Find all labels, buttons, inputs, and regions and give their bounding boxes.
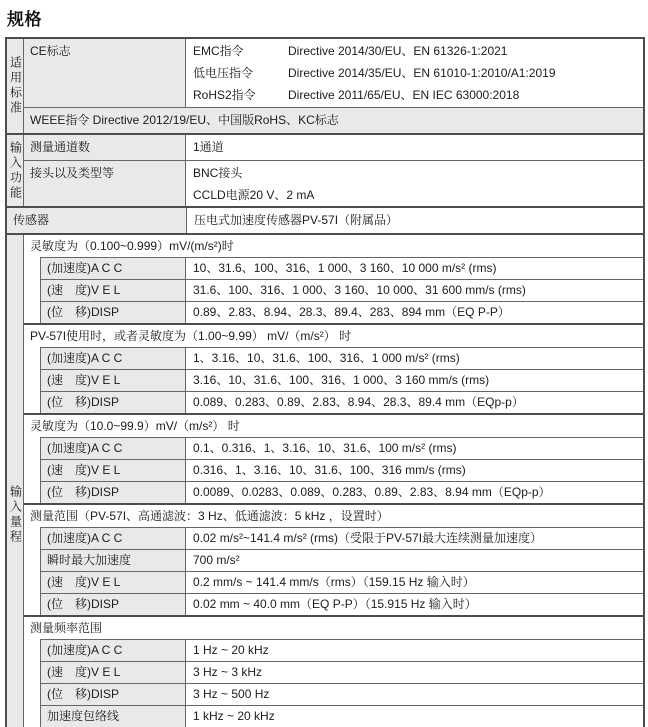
standards-group-label: 适用标准 (8, 56, 23, 116)
section-header: 灵敏度为（0.100~0.999）mV/(m/s²)时 (30, 239, 234, 253)
range-row-label: (加速度)A C C (40, 437, 186, 459)
row-indent (24, 571, 40, 593)
page (0, 5, 648, 727)
input-function-group-header (7, 135, 24, 206)
section-frequency-range (24, 615, 643, 727)
section-measurement-range (24, 503, 643, 615)
range-row-disp (24, 683, 643, 705)
range-row-value: 0.089、0.283、0.89、2.83、8.94、28.3、89.4 mm（EQp-p） (186, 391, 643, 413)
row-indent (24, 639, 40, 661)
sensor-row (7, 206, 643, 233)
range-row-value: 700 m/s² (186, 549, 643, 571)
range-row-acc (24, 257, 643, 279)
section-header: PV-57I使用时，或者灵敏度为（1.00~9.99） mV/（m/s²） 时 (30, 329, 352, 343)
section-header: 灵敏度为（10.0~99.9）mV/（m/s²） 时 (30, 419, 240, 433)
ce-mark-values (186, 39, 643, 107)
connector-value-line: BNC接头 (193, 166, 243, 180)
ce-directive-name: RoHS2指令 (193, 88, 256, 102)
range-row-disp (24, 301, 643, 323)
ce-mark-row (24, 39, 643, 107)
row-indent (24, 257, 40, 279)
ce-directive-text: Directive 2011/65/EU、EN IEC 63000:2018 (288, 88, 520, 102)
row-indent (24, 683, 40, 705)
section-sensitivity-low (24, 235, 643, 323)
range-row-value: 0.1、0.316、1、3.16、10、31.6、100 m/s² (rms) (186, 437, 643, 459)
range-row-acc (24, 639, 643, 661)
range-row-vel (24, 661, 643, 683)
group-input-range (7, 233, 643, 727)
ce-directive-row (193, 63, 643, 85)
range-row-vel (24, 369, 643, 391)
range-row-value: 3 Hz ~ 500 Hz (186, 683, 643, 705)
row-indent (24, 437, 40, 459)
connector-value-line: CCLD电源20 V、2 mA (193, 188, 315, 202)
row-indent (24, 301, 40, 323)
input-range-group-label: 输入量程 (8, 485, 23, 545)
range-row-label: (位 移)DISP (40, 593, 186, 615)
ce-directive-name: 低电压指令 (193, 66, 254, 80)
section-header: 测量频率范围 (30, 621, 103, 635)
ce-directive-text: Directive 2014/35/EU、EN 61010-1:2010/A1:2019 (288, 66, 556, 80)
ce-mark-label: CE标志 (24, 39, 186, 107)
group-input-function (7, 133, 643, 206)
row-indent (24, 549, 40, 571)
connector-values (186, 161, 643, 206)
range-row-value: 3 Hz ~ 3 kHz (186, 661, 643, 683)
range-row-value: 0.02 mm ~ 40.0 mm（EQ P-P）（15.915 Hz 输入时） (186, 593, 643, 615)
range-row-label: (位 移)DISP (40, 301, 186, 323)
range-row-value: 10、31.6、100、316、1 000、3 160、10 000 m/s² (rms) (186, 257, 643, 279)
row-indent (24, 369, 40, 391)
range-row-label: (位 移)DISP (40, 683, 186, 705)
range-row-label: (加速度)A C C (40, 257, 186, 279)
range-row-disp (24, 391, 643, 413)
channel-count-value: 1通道 (193, 140, 224, 154)
range-row-vel (24, 459, 643, 481)
row-indent (24, 279, 40, 301)
range-row-label: (速 度)V E L (40, 369, 186, 391)
ce-directive-name: EMC指令 (193, 44, 244, 58)
range-row-label: (加速度)A C C (40, 639, 186, 661)
section-header: 测量范围（PV-57I、高通滤波：3 Hz、低通滤波：5 kHz ，设置时） (30, 509, 389, 523)
spec-table (5, 37, 645, 727)
input-range-group-header (7, 235, 24, 727)
range-row-label: (速 度)V E L (40, 279, 186, 301)
ce-directive-text: Directive 2014/30/EU、EN 61326-1:2021 (288, 44, 508, 58)
range-row-value: 0.2 mm/s ~ 141.4 mm/s（rms）（159.15 Hz 输入时） (186, 571, 643, 593)
standards-content (24, 39, 643, 133)
range-row-label: (位 移)DISP (40, 481, 186, 503)
row-indent (24, 481, 40, 503)
weee-row: WEEE指令 Directive 2012/19/EU、中国版RoHS、KC标志 (24, 107, 643, 133)
sensor-value: 压电式加速度传感器PV-57I（附属品） (194, 213, 399, 227)
ce-directive-row (193, 85, 643, 107)
range-row-label: (加速度)A C C (40, 527, 186, 549)
range-row-label: 瞬时最大加速度 (40, 549, 186, 571)
range-row-value: 1 Hz ~ 20 kHz (186, 639, 643, 661)
row-indent (24, 391, 40, 413)
channel-count-label: 测量通道数 (24, 135, 186, 160)
range-row-acc (24, 347, 643, 369)
range-row-label: (加速度)A C C (40, 347, 186, 369)
range-row-value: 1 kHz ~ 20 kHz (186, 705, 643, 727)
row-indent (24, 593, 40, 615)
section-sensitivity-mid (24, 323, 643, 413)
input-function-content (24, 135, 643, 206)
range-row-value: 0.0089、0.0283、0.089、0.283、0.89、2.83、8.94 mm（EQp-p） (186, 481, 643, 503)
range-row-value: 0.316、1、3.16、10、31.6、100、316 mm/s (rms) (186, 459, 643, 481)
group-standards (7, 39, 643, 133)
range-row-value: 31.6、100、316、1 000、3 160、10 000、31 600 mm/s (rms) (186, 279, 643, 301)
range-row-disp (24, 593, 643, 615)
page-title: 规格 (7, 10, 42, 29)
standards-group-header (7, 39, 24, 133)
range-row-disp (24, 481, 643, 503)
range-row-label: (速 度)V E L (40, 661, 186, 683)
range-row-value: 0.02 m/s²~141.4 m/s² (rms)（受限于PV-57I最大连续测量加速度） (186, 527, 643, 549)
row-indent (24, 347, 40, 369)
range-row-envelope (24, 705, 643, 727)
range-row-label: (位 移)DISP (40, 391, 186, 413)
range-row-label: (速 度)V E L (40, 459, 186, 481)
range-row-value: 1、3.16、10、31.6、100、316、1 000 m/s² (rms) (186, 347, 643, 369)
row-indent (24, 661, 40, 683)
range-row-label: (速 度)V E L (40, 571, 186, 593)
input-range-content (24, 235, 643, 727)
section-sensitivity-high (24, 413, 643, 503)
channel-count-row (24, 135, 643, 160)
range-row-peak-acc (24, 549, 643, 571)
connector-row (24, 160, 643, 206)
range-row-value: 3.16、10、31.6、100、316、1 000、3 160 mm/s (rms) (186, 369, 643, 391)
row-indent (24, 459, 40, 481)
range-row-label: 加速度包络线 (40, 705, 186, 727)
row-indent (24, 527, 40, 549)
ce-directive-row (193, 41, 643, 63)
input-function-group-label: 输入功能 (8, 140, 23, 201)
sensor-label: 传感器 (7, 208, 187, 233)
range-row-vel (24, 571, 643, 593)
connector-label: 接头以及类型等 (24, 161, 186, 206)
range-row-acc (24, 437, 643, 459)
range-row-acc (24, 527, 643, 549)
range-row-value: 0.89、2.83、8.94、28.3、89.4、283、894 mm（EQ P-P） (186, 301, 643, 323)
row-indent (24, 705, 40, 727)
range-row-vel (24, 279, 643, 301)
